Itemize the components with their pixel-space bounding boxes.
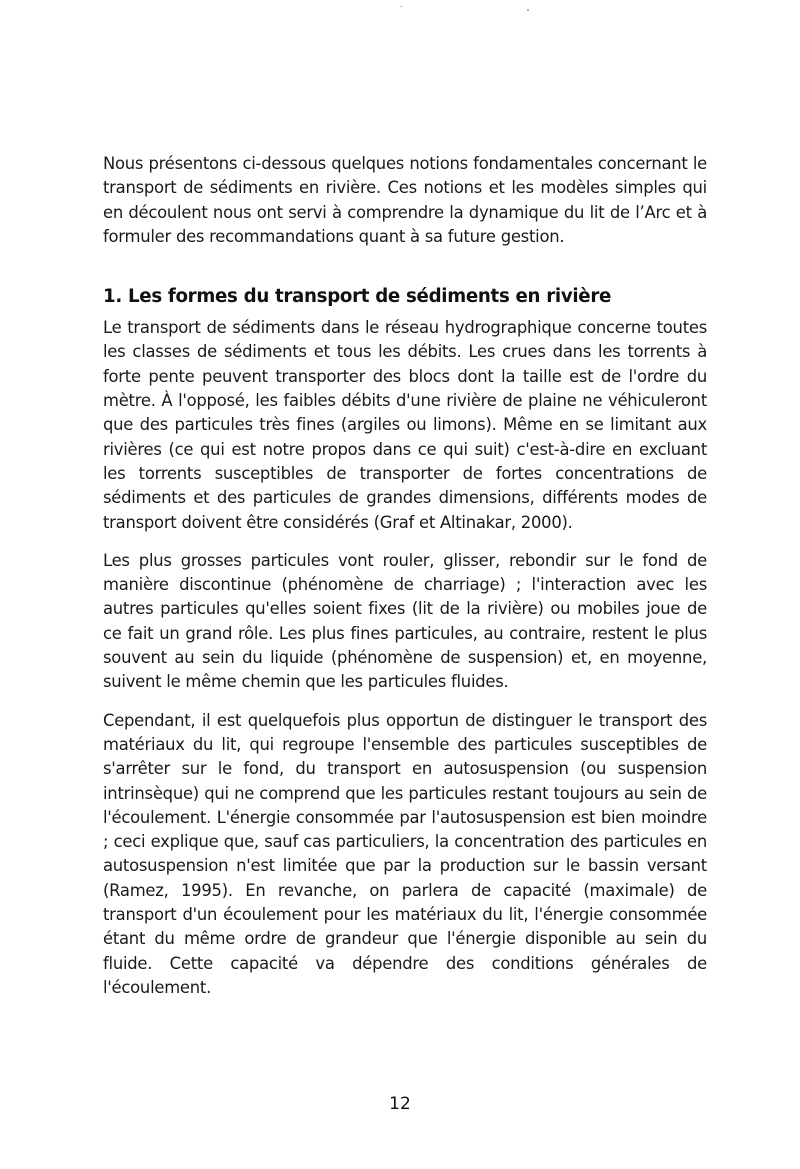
document-page xyxy=(103,152,707,1014)
body-paragraph: Les plus grosses particules vont rouler, glisser, rebondir sur le fond de manière discontinue (phénomène de charriage) ; l'interaction avec les autres particules qu'elles soient fixes (lit de la rivière) ou mobiles joue de ce fait un grand rôle. Les plus fines particules, au contraire, restent le plus souvent au sein du liquide (phénomène de suspension) et, en moyenne, suivent le même chemin que les particules fluides. xyxy=(103,550,707,692)
scan-speck xyxy=(400,6,403,7)
body-paragraph: Le transport de sédiments dans le réseau hydrographique concerne toutes les classes de sédiments et tous les débits. Les crues dans les torrents à forte pente peuvent transporter des blocs dont la taille est de l'ordre du mètre. À l'opposé, les faibles débits d'une rivière de plaine ne véhiculeront que des particules très fines (argiles ou limons). Même en se limitant aux rivières (ce qui est notre propos dans ce qui suit) c'est-à-dire en excluant les torrents susceptibles de transporter de fortes concentrations de sédiments et des particules de grandes dimensions, différents modes de transport doivent être considérés (Graf et Altinakar, 2000). xyxy=(103,318,707,532)
scan-speck xyxy=(527,9,529,11)
intro-paragraph: Nous présentons ci-dessous quelques notions fondamentales concernant le transport de sédiments en rivière. Ces notions et les modèles simples qui en découlent nous ont servi à comprendre la dynamique du lit de l’Arc et à formuler des recommandations quant à sa future gestion. xyxy=(103,154,707,246)
page-number: 12 xyxy=(389,1094,411,1114)
body-paragraph: Cependant, il est quelquefois plus opportun de distinguer le transport des matériaux du lit, qui regroupe l'ensemble des particules susceptibles de s'arrêter sur le fond, du transport en autosuspension (ou suspension intrinsèque) qui ne comprend que les particules restant toujours au sein de l'écoulement. L'énergie consommée par l'autosuspension est bien moindre ; ceci explique que, sauf cas particuliers, la concentration des particules en autosuspension n'est limitée que par la production sur le bassin versant (Ramez, 1995). En revanche, on parlera de capacité (maximale) de transport d'un écoulement pour les matériaux du lit, l'énergie consommée étant du même ordre de grandeur que l'énergie disponible au sein du fluide. Cette capacité va dépendre des conditions générales de l'écoulement. xyxy=(103,710,707,997)
section-heading: 1. Les formes du transport de sédiments en rivière xyxy=(103,286,612,308)
